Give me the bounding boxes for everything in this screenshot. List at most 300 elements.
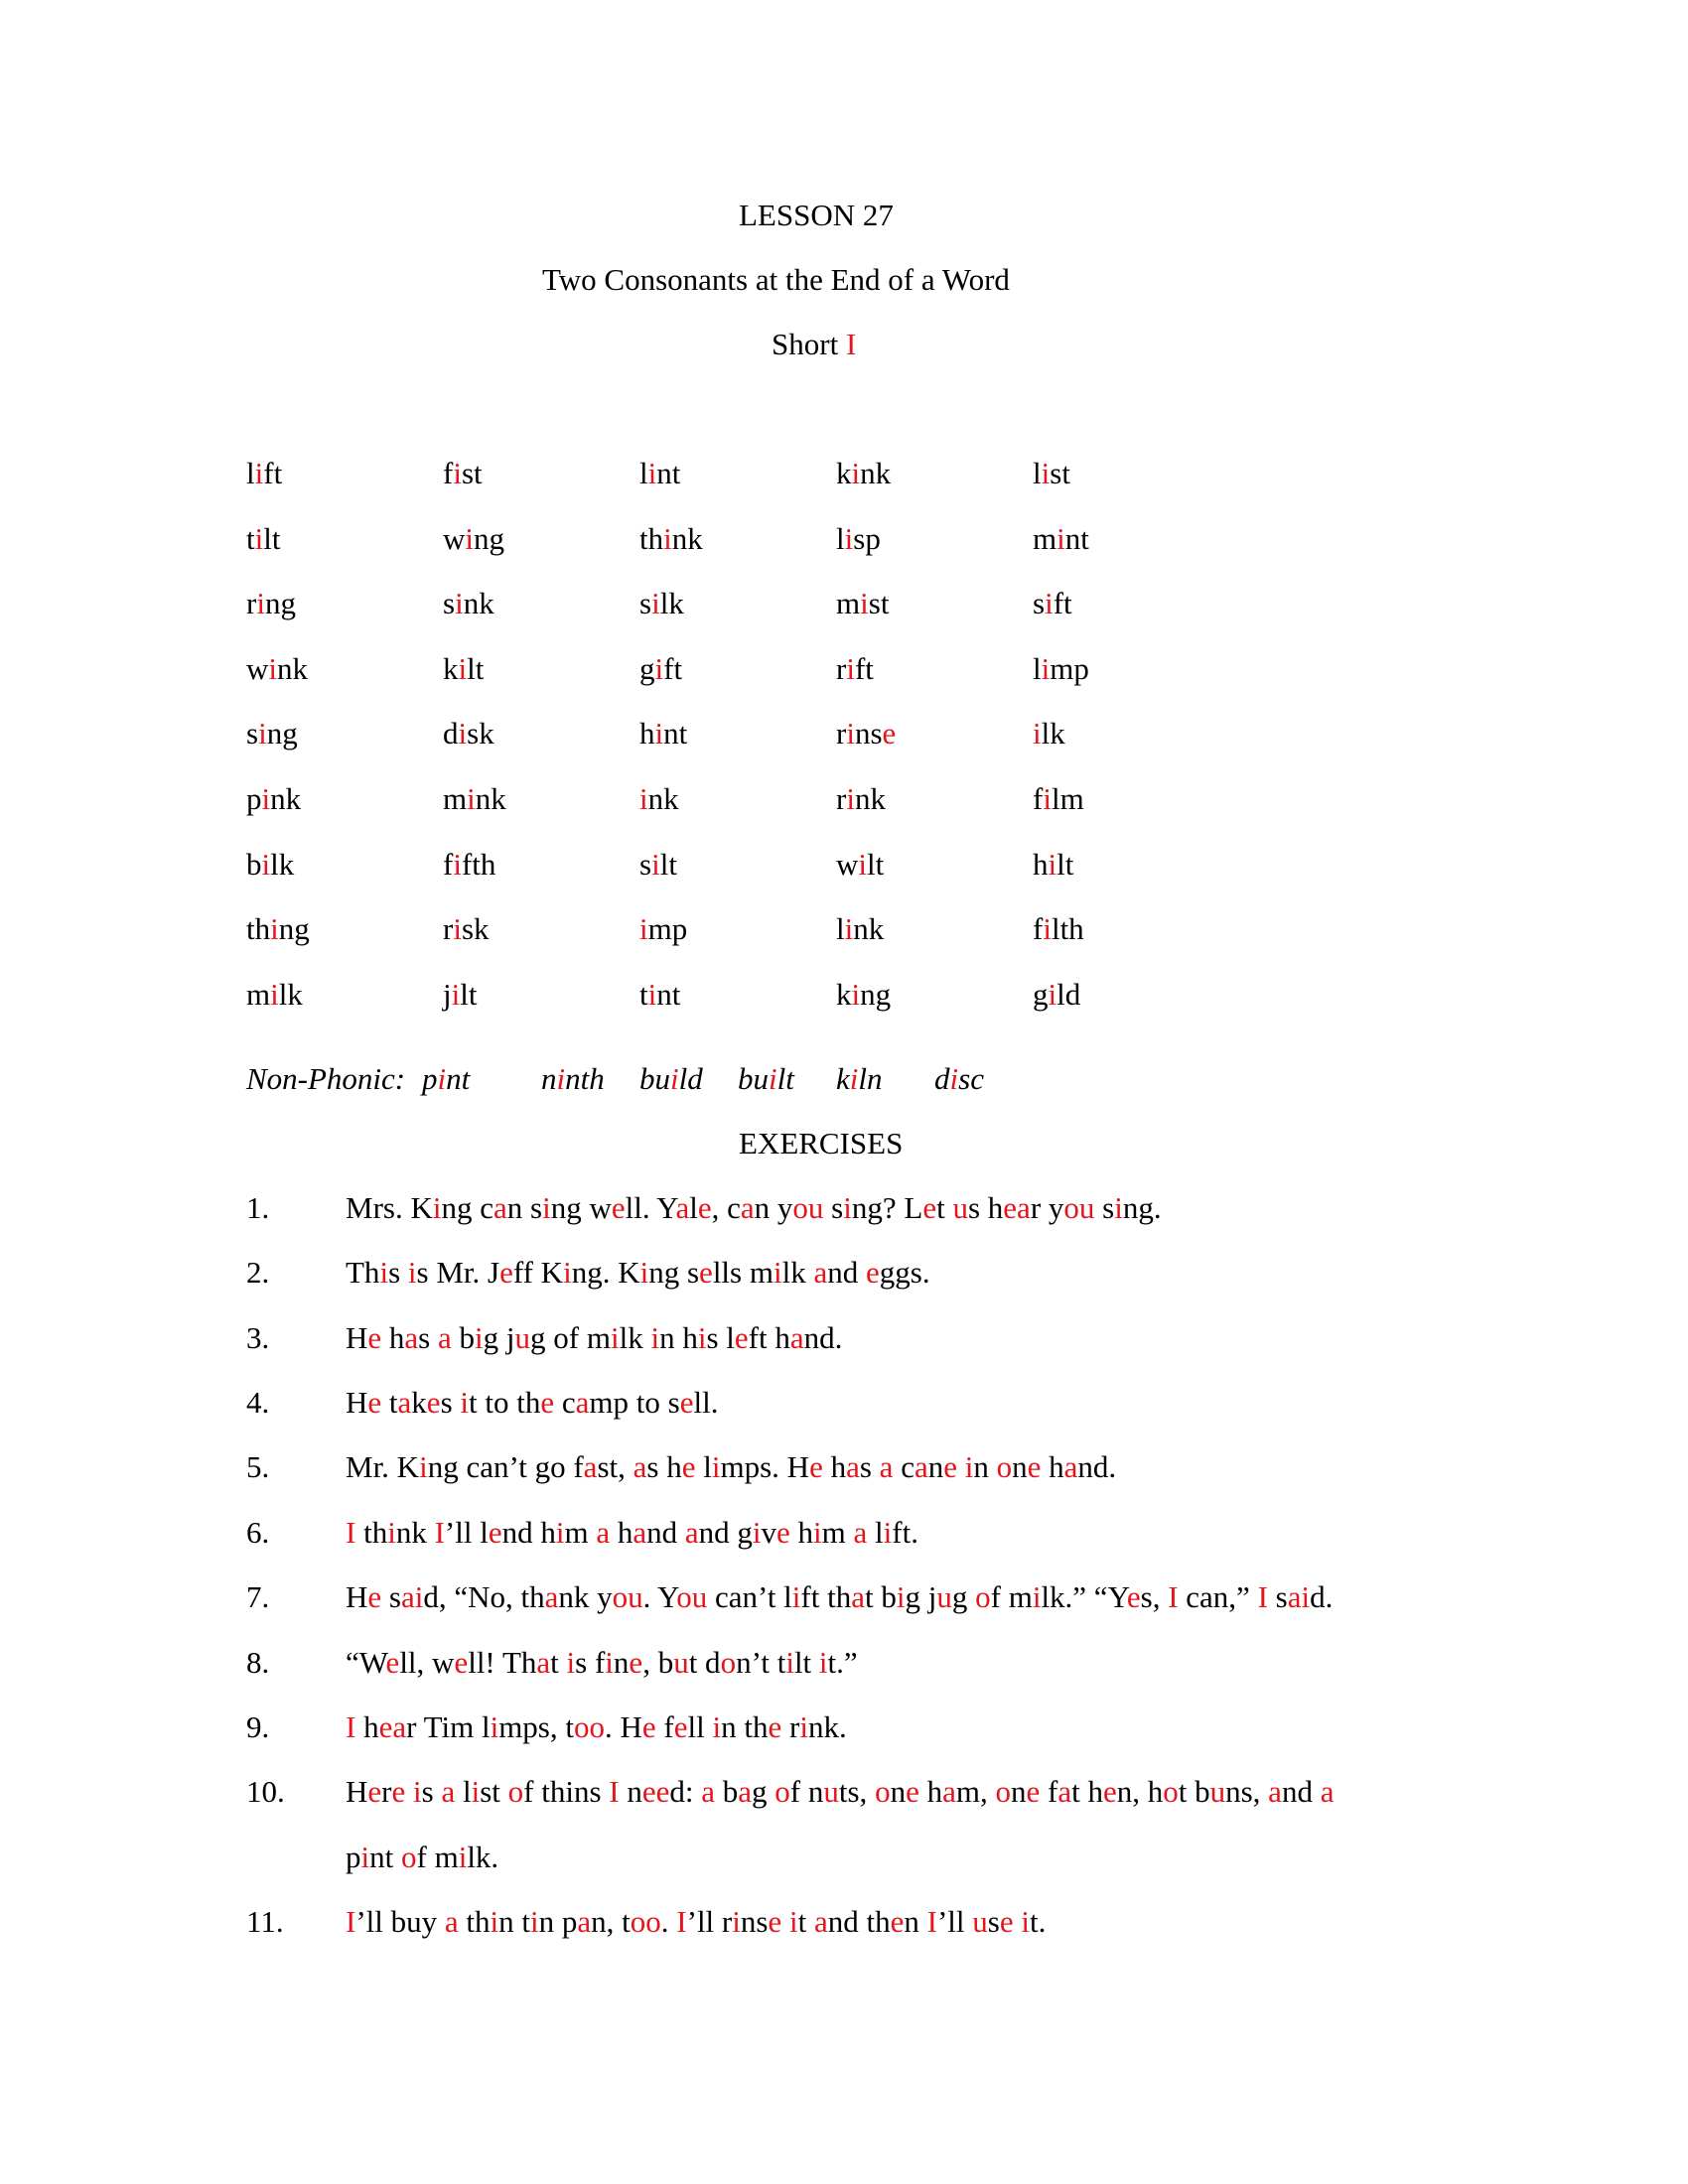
vowel-highlight: a <box>914 1449 928 1484</box>
vowel-highlight: i <box>1033 716 1042 751</box>
text-part: nd h <box>501 1515 556 1550</box>
word-col3-row4 <box>639 651 682 687</box>
word-part: t <box>246 520 255 556</box>
word-part: nt <box>1064 520 1089 556</box>
vowel-highlight: i <box>1032 1579 1042 1614</box>
vowel-highlight: e <box>499 1255 513 1290</box>
vowel-highlight: i <box>490 1904 499 1939</box>
word-part: ng <box>264 586 296 621</box>
text-part: p <box>346 1840 361 1874</box>
vowel-highlight: ai <box>400 1579 424 1614</box>
word-col2-row2 <box>443 521 504 557</box>
word-part: lth <box>1051 911 1084 947</box>
word-part: p <box>422 1061 438 1096</box>
text-part: b <box>451 1320 476 1355</box>
text-part: n <box>613 1645 630 1680</box>
vowel-highlight: e <box>809 1449 823 1484</box>
text-part: r <box>381 1774 392 1809</box>
vowel-highlight: I <box>609 1774 620 1809</box>
word-part: ng <box>860 976 892 1012</box>
word-part: nt <box>446 1061 471 1096</box>
word-part: ng <box>474 520 505 556</box>
vowel-highlight: u <box>936 1579 952 1614</box>
vowel-highlight: ai <box>1287 1579 1311 1614</box>
text-part: t <box>936 1190 953 1225</box>
word-part: ng <box>266 716 298 751</box>
text-part: ll. Y <box>625 1190 676 1225</box>
vowel-highlight: e <box>367 1320 382 1355</box>
text-part <box>957 1449 965 1484</box>
short-vowel-heading <box>772 327 856 362</box>
word-part: th <box>639 520 664 556</box>
vowel-highlight: i <box>413 1774 422 1809</box>
exercise-number: 2. <box>246 1255 270 1290</box>
text-part: . Y <box>642 1579 677 1614</box>
vowel-highlight: a <box>633 1515 647 1550</box>
text-part: n <box>904 1904 927 1939</box>
word-col2-row4 <box>443 651 484 687</box>
word-part: st <box>461 456 483 490</box>
text-part: H <box>346 1579 368 1614</box>
text-part: ff K <box>512 1255 564 1290</box>
text-part: ll. <box>693 1385 719 1420</box>
vowel-highlight: e <box>426 1385 441 1420</box>
word-col3-row1 <box>639 456 680 491</box>
vowel-highlight: i <box>258 716 267 751</box>
text-part: g j <box>483 1320 515 1355</box>
vowel-highlight: i <box>964 1449 974 1484</box>
word-part: mp <box>1050 650 1089 686</box>
text-part: ns, <box>1225 1774 1269 1809</box>
text-part: s <box>987 1904 1000 1939</box>
word-part: nk <box>854 781 886 816</box>
vowel-highlight: i <box>453 456 462 490</box>
word-part: s <box>443 586 456 621</box>
text-part: n <box>1010 1774 1027 1809</box>
word-part: s <box>246 716 259 751</box>
word-part: f <box>443 846 454 882</box>
word-part: f <box>1033 911 1044 947</box>
text-part: can,” <box>1178 1579 1258 1614</box>
word-col1-row8 <box>246 911 310 947</box>
vowel-highlight: i <box>490 1709 499 1744</box>
text-part: n th <box>721 1709 769 1744</box>
vowel-highlight: a <box>813 1255 828 1290</box>
vowel-highlight: i <box>651 846 660 882</box>
vowel-highlight: i <box>849 1061 859 1096</box>
text-part: lls m <box>712 1255 774 1290</box>
text-part: d: <box>669 1774 702 1809</box>
vowel-highlight: i <box>654 650 664 686</box>
text-part: nd <box>646 1515 685 1550</box>
word-col2-row6 <box>443 781 506 817</box>
word-col1-row6 <box>246 781 301 817</box>
text-part: h <box>918 1774 943 1809</box>
text-part: nd th <box>827 1904 891 1939</box>
word-part: r <box>836 716 847 751</box>
text-part: ’ll l <box>444 1515 489 1550</box>
word-part: l <box>836 911 845 947</box>
vowel-highlight: I <box>434 1515 445 1550</box>
word-col1-row5 <box>246 716 298 751</box>
text-part: t b <box>1178 1774 1210 1809</box>
text-part <box>405 1774 413 1809</box>
vowel-highlight: e <box>768 1709 782 1744</box>
vowel-highlight: e <box>367 1385 382 1420</box>
text-part: lk <box>619 1320 651 1355</box>
word-col3-row8 <box>639 911 687 947</box>
exercise-number: 10. <box>246 1774 285 1809</box>
text-part: h <box>1041 1449 1064 1484</box>
exercises-title: EXERCISES <box>739 1126 904 1160</box>
vowel-highlight: i <box>752 1515 762 1550</box>
exercise-text <box>346 1579 1458 1615</box>
vowel-highlight: e <box>1026 1774 1041 1809</box>
vowel-highlight: i <box>261 846 271 882</box>
non-phonic-label: Non-Phonic: <box>246 1061 406 1096</box>
vowel-highlight: i <box>455 586 464 621</box>
vowel-highlight: i <box>670 1061 679 1096</box>
text-part: lk <box>781 1255 814 1290</box>
word-col5-row3 <box>1033 586 1072 621</box>
vowel-highlight: i <box>844 911 854 947</box>
word-col4-row7 <box>836 847 884 883</box>
vowel-highlight: i <box>555 1515 565 1550</box>
exercise-number: 4. <box>246 1385 270 1420</box>
word-part: nk <box>671 520 703 556</box>
exercise-text-continued <box>346 1840 498 1875</box>
text-part: n <box>890 1774 907 1809</box>
vowel-highlight: i <box>654 716 664 751</box>
vowel-highlight: i <box>467 781 476 816</box>
text-part: ng w <box>550 1190 612 1225</box>
word-col5-row1 <box>1033 456 1070 491</box>
text-part: t b <box>865 1579 897 1614</box>
vowel-highlight: a <box>879 1449 894 1484</box>
word-part: lt <box>867 846 885 882</box>
vowel-highlight: a <box>444 1904 459 1939</box>
word-part: s <box>639 586 652 621</box>
vowel-highlight: i <box>639 1255 649 1290</box>
word-col4-row1 <box>836 456 891 491</box>
lesson-title: LESSON 27 <box>739 198 894 232</box>
word-part: r <box>836 650 847 686</box>
vowel-highlight: ou <box>612 1579 643 1614</box>
exercise-text <box>346 1709 1458 1745</box>
text-part: s h <box>646 1449 682 1484</box>
vowel-highlight: i <box>458 1840 468 1874</box>
vowel-highlight: i <box>453 911 462 947</box>
word-col5-row9 <box>1033 977 1080 1013</box>
vowel-highlight: ee <box>641 1774 670 1809</box>
vowel-highlight: a <box>740 1190 755 1225</box>
vowel-highlight: i <box>254 520 264 556</box>
text-part: ll! Th <box>468 1645 537 1680</box>
vowel-highlight: u <box>514 1320 531 1355</box>
word-part: lk <box>270 846 295 882</box>
vowel-highlight: i <box>813 1515 822 1550</box>
text-part: c <box>554 1385 576 1420</box>
vowel-highlight: a <box>544 1579 559 1614</box>
vowel-highlight: i <box>773 1255 782 1290</box>
vowel-highlight: a <box>853 1515 868 1550</box>
vowel-highlight: a <box>596 1515 611 1550</box>
text-part: s, <box>1140 1579 1169 1614</box>
text-part: l <box>867 1515 884 1550</box>
text-part: ng c <box>441 1190 493 1225</box>
vowel-highlight: o <box>401 1840 417 1874</box>
vowel-highlight: I <box>346 1515 356 1550</box>
vowel-highlight: i <box>556 1061 566 1096</box>
vowel-highlight: oo <box>630 1904 661 1939</box>
short-label: Short <box>772 327 846 361</box>
exercise-number: 3. <box>246 1320 270 1355</box>
word-col3-row2 <box>639 521 703 557</box>
text-part: b <box>715 1774 739 1809</box>
word-part: nk <box>475 781 506 816</box>
vowel-highlight: i <box>610 1320 620 1355</box>
word-part: sk <box>467 716 494 751</box>
vowel-highlight: i <box>458 716 468 751</box>
word-part: d <box>934 1061 950 1096</box>
exercise-number: 6. <box>246 1515 270 1550</box>
text-part: t. <box>1029 1904 1047 1939</box>
word-part: nk <box>277 650 309 686</box>
vowel-highlight: a <box>536 1645 551 1680</box>
vowel-highlight: i <box>563 1255 572 1290</box>
word-col3-row3 <box>639 586 684 621</box>
text-part: h <box>381 1320 405 1355</box>
vowel-highlight: u <box>972 1904 988 1939</box>
text-part: h <box>610 1515 633 1550</box>
word-col2-row8 <box>443 911 490 947</box>
text-part: g of m <box>530 1320 611 1355</box>
word-col5-row7 <box>1033 847 1073 883</box>
text-part: , b <box>642 1645 674 1680</box>
text-part: nt <box>369 1840 401 1874</box>
word-part: lt <box>776 1061 794 1096</box>
vowel-highlight: e <box>776 1515 790 1550</box>
exercise-text <box>346 1904 1458 1940</box>
text-part: H <box>346 1385 368 1420</box>
vowel-highlight: e <box>681 1449 696 1484</box>
vowel-highlight: i <box>605 1645 614 1680</box>
word-col4-row8 <box>836 911 884 947</box>
text-part: l <box>455 1774 472 1809</box>
word-part: lm <box>1051 781 1084 816</box>
vowel-highlight: e <box>454 1645 469 1680</box>
vowel-highlight: ea <box>1003 1190 1031 1225</box>
word-part: s <box>1033 586 1046 621</box>
word-col2-row5 <box>443 716 494 751</box>
word-col1-row7 <box>246 847 294 883</box>
vowel-highlight: e <box>1126 1579 1141 1614</box>
text-part: s <box>1267 1579 1288 1614</box>
vowel-highlight: a <box>846 1449 860 1484</box>
vowel-highlight: e <box>882 716 897 751</box>
text-part: H <box>346 1774 368 1809</box>
word-part: lt <box>460 976 478 1012</box>
word-part: ft <box>663 650 683 686</box>
word-part: r <box>246 586 257 621</box>
vowel-highlight: e <box>906 1774 919 1809</box>
text-part: s Mr. J <box>416 1255 500 1290</box>
word-part: w <box>836 846 859 882</box>
word-part: k <box>836 976 852 1012</box>
word-col5-row4 <box>1033 651 1089 687</box>
vowel-highlight: i <box>712 1709 722 1744</box>
vowel-highlight: a <box>575 1385 590 1420</box>
vowel-highlight: i <box>846 650 855 686</box>
word-part: f <box>1033 781 1044 816</box>
word-part: ns <box>854 716 883 751</box>
vowel-highlight: i <box>256 586 265 621</box>
word-part: k <box>836 1061 850 1096</box>
word-part: h <box>1033 846 1049 882</box>
text-part: t h <box>1071 1774 1103 1809</box>
vowel-highlight: I <box>676 1904 687 1939</box>
text-part: “W <box>346 1645 386 1680</box>
word-part: l <box>246 456 255 490</box>
vowel-highlight: i <box>896 1579 906 1614</box>
text-part: g <box>752 1774 775 1809</box>
vowel-highlight: o <box>975 1579 991 1614</box>
word-part: nk <box>270 781 302 816</box>
non-phonic-word <box>836 1061 883 1097</box>
vowel-highlight: i <box>360 1840 370 1874</box>
word-part: k <box>836 456 852 490</box>
word-part: ng <box>278 911 310 947</box>
text-part: nk <box>395 1515 435 1550</box>
text-part: n h <box>659 1320 698 1355</box>
vowel-highlight: i <box>268 650 278 686</box>
text-part: lt <box>793 1645 819 1680</box>
vowel-highlight: a <box>397 1385 412 1420</box>
vowel-highlight: o <box>507 1774 524 1809</box>
word-part: m <box>246 976 271 1012</box>
word-part: h <box>639 716 655 751</box>
text-part: nk y <box>558 1579 613 1614</box>
word-col4-row9 <box>836 977 891 1013</box>
vowel-highlight: I <box>346 1709 356 1744</box>
vowel-highlight: i <box>542 1190 551 1225</box>
vowel-highlight: i <box>261 781 271 816</box>
vowel-highlight: e <box>629 1645 643 1680</box>
word-part: k <box>443 650 459 686</box>
vowel-highlight: a <box>441 1774 456 1809</box>
vowel-highlight: i <box>1045 586 1054 621</box>
word-col2-row1 <box>443 456 483 491</box>
text-part: ll, w <box>399 1645 455 1680</box>
vowel-highlight: i <box>1021 1904 1030 1939</box>
word-part: st <box>868 586 890 621</box>
vowel-highlight: i <box>566 1645 576 1680</box>
word-part: st <box>1050 456 1070 490</box>
vowel-highlight: i <box>270 911 279 947</box>
word-part: m <box>443 781 468 816</box>
vowel-highlight: e <box>679 1385 694 1420</box>
text-part: t <box>550 1645 567 1680</box>
vowel-highlight: a <box>1268 1774 1282 1809</box>
text-part: c <box>893 1449 914 1484</box>
exercise-text <box>346 1449 1458 1485</box>
text-part: n s <box>506 1190 543 1225</box>
vowel-highlight: o <box>996 1449 1013 1484</box>
text-part: n, t <box>591 1904 631 1939</box>
vowel-highlight: a <box>404 1320 419 1355</box>
vowel-highlight: u <box>673 1645 689 1680</box>
text-part: st <box>480 1774 508 1809</box>
vowel-highlight: i <box>639 911 648 947</box>
text-part: t d <box>688 1645 721 1680</box>
text-part: Th <box>346 1255 380 1290</box>
text-part: s <box>440 1385 461 1420</box>
text-part: r <box>781 1709 800 1744</box>
word-part: th <box>246 911 271 947</box>
word-part: l <box>836 520 845 556</box>
word-part: fth <box>461 846 496 882</box>
text-part: g j <box>905 1579 937 1614</box>
non-phonic-word <box>541 1061 605 1097</box>
word-part: lt <box>467 650 485 686</box>
exercise-text <box>346 1190 1458 1226</box>
vowel-highlight: a <box>813 1904 828 1939</box>
text-part: ’ll buy <box>355 1904 445 1939</box>
exercise-text <box>346 1255 1458 1291</box>
vowel-highlight: i <box>1056 520 1065 556</box>
word-part: ld <box>678 1061 703 1096</box>
vowel-highlight: i <box>846 716 855 751</box>
text-part: d, “No, th <box>423 1579 545 1614</box>
non-phonic-word <box>934 1061 984 1097</box>
word-part: ft <box>263 456 283 490</box>
vowel-highlight: o <box>774 1774 790 1809</box>
text-part: ng s <box>648 1255 700 1290</box>
word-part: g <box>639 650 655 686</box>
text-part: lk. <box>467 1840 499 1874</box>
vowel-highlight: e <box>890 1904 905 1939</box>
text-part: t to th <box>469 1385 541 1420</box>
text-part: nd g <box>698 1515 753 1550</box>
word-part: m <box>1033 520 1057 556</box>
exercise-text <box>346 1645 1458 1681</box>
vowel-highlight: a <box>675 1190 690 1225</box>
text-part: t.” <box>827 1645 858 1680</box>
exercise-number: 9. <box>246 1709 270 1744</box>
exercise-text <box>346 1515 1458 1551</box>
exercise-number: 8. <box>246 1645 270 1680</box>
word-col5-row8 <box>1033 911 1084 947</box>
word-part: j <box>443 976 452 1012</box>
word-part: sk <box>461 911 490 947</box>
lesson-subtitle: Two Consonants at the End of a Word <box>542 262 1010 297</box>
vowel-highlight: I <box>1257 1579 1268 1614</box>
vowel-highlight: e <box>367 1579 382 1614</box>
word-part: lt <box>263 520 281 556</box>
text-part: nk. <box>807 1709 847 1744</box>
vowel-highlight: i <box>387 1515 396 1550</box>
vowel-highlight: a <box>1063 1449 1078 1484</box>
vowel-highlight: i <box>475 1320 484 1355</box>
text-part: . <box>660 1904 677 1939</box>
vowel-highlight: ea <box>378 1709 407 1744</box>
vowel-highlight: i <box>458 650 468 686</box>
vowel-highlight: i <box>419 1449 428 1484</box>
text-part: s <box>381 1579 401 1614</box>
text-part: m <box>821 1515 854 1550</box>
vowel-highlight: ou <box>1063 1190 1095 1225</box>
word-col3-row5 <box>639 716 687 751</box>
